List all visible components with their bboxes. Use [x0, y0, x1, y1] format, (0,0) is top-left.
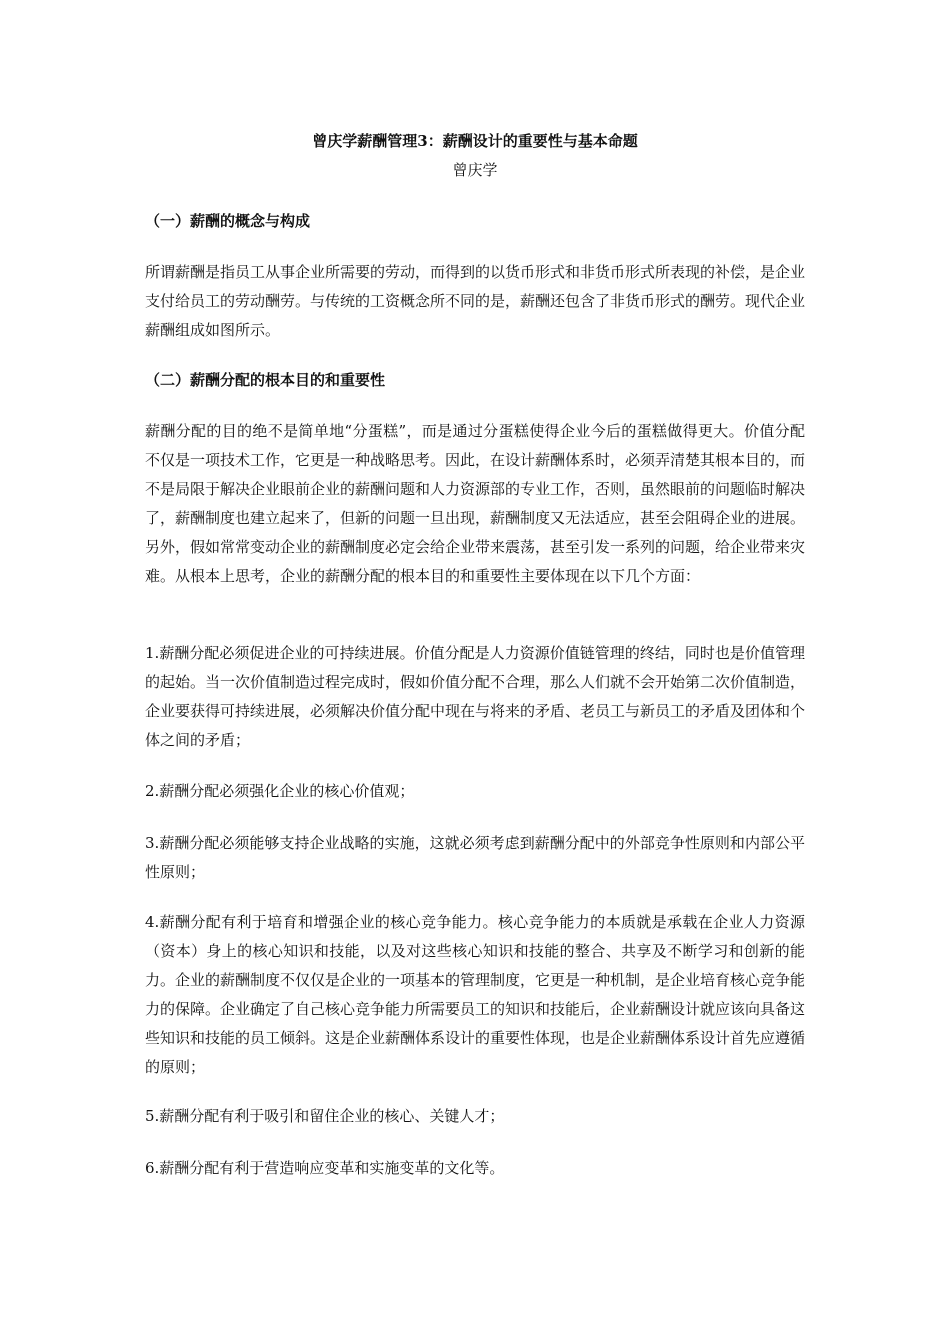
paragraph-concept: 所谓薪酬是指员工从事企业所需要的劳动，而得到的以货币形式和非货币形式所表现的补偿，是企业支付给员工的劳动酬劳。与传统的工资概念所不同的是，薪酬还包含了非货币形式的酬劳。现代企业薪酬组成如图所示。 — [145, 263, 806, 339]
list-item-2: 2.薪酬分配必须强化企业的核心价值观； — [145, 782, 415, 800]
document-author: 曾庆学 — [452, 161, 498, 179]
list-item-6: 6.薪酬分配有利于营造响应变革和实施变革的文化等。 — [145, 1159, 505, 1177]
list-item-1: 1.薪酬分配必须促进企业的可持续进展。价值分配是人力资源价值链管理的终结，同时也是价值管理的起始。当一次价值制造过程完成时，假如价值分配不合理，那么人们就不会开始第二次价值制造，企业要获得可持续进展，必须解决价值分配中现在与将来的矛盾、老员工与新员工的矛盾及团体和个体之间的矛盾； — [145, 644, 806, 749]
list-item-3: 3.薪酬分配必须能够支持企业战略的实施，这就必须考虑到薪酬分配中的外部竞争性原则和内部公平性原则； — [145, 834, 805, 881]
list-item-4: 4.薪酬分配有利于培育和增强企业的核心竞争能力。核心竞争能力的本质就是承载在企业人力资源（资本）身上的核心知识和技能，以及对这些核心知识和技能的整合、共享及不断学习和创新的能力。企业的薪酬制度不仅仅是企业的一项基本的管理制度，它更是一种机制，是企业培育核心竞争能力的保障。企业确定了自己核心竞争能力所需要员工的知识和技能后，企业薪酬设计就应该向具备这些知识和技能的员工倾斜。这是企业薪酬体系设计的重要性体现，也是企业薪酬体系设计首先应遵循的原则； — [145, 913, 806, 1076]
document-title: 曾庆学薪酬管理3：薪酬设计的重要性与基本命题 — [312, 132, 638, 150]
section-heading-concept: （一）薪酬的概念与构成 — [145, 212, 311, 230]
section-heading-purpose: （二）薪酬分配的根本目的和重要性 — [145, 371, 386, 389]
paragraph-purpose-intro: 薪酬分配的目的绝不是简单地“分蛋糕”，而是通过分蛋糕使得企业今后的蛋糕做得更大。价值分配不仅是一项技术工作，它更是一种战略思考。因此，在设计薪酬体系时，必须弄清楚其根本目的，而不是局限于解决企业眼前企业的薪酬问题和人力资源部的专业工作，否则，虽然眼前的问题临时解决了，薪酬制度也建立起来了，但新的问题一旦出现，薪酬制度又无法适应，甚至会阻碍企业的进展。另外，假如常常变动企业的薪酬制度必定会给企业带来震荡，甚至引发一系列的问题，给企业带来灾难。从根本上思考，企业的薪酬分配的根本目的和重要性主要体现在以下几个方面： — [145, 422, 806, 585]
list-item-5: 5.薪酬分配有利于吸引和留住企业的核心、关键人才； — [145, 1107, 505, 1125]
